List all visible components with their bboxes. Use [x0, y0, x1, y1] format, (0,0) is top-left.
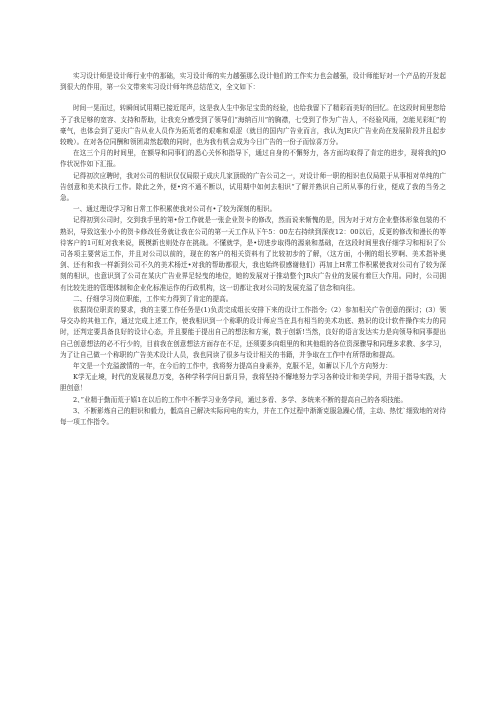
- body-paragraph-probation: 时间一晃而过，转瞬间试用期已接近尾声，这是我人生中弥足宝贵的经验，也给我留下了精彩而美好的回忆。在这段时间里您给予了我足够的宽容、支持和帮助，让我充分感受到了领导们“海纳百川”的胸襟，七受到了作为广告人，不经验风雨，怎能见彩虹”的豪气，也体会到了更庆广告从业人员作为拓荒者的艰难和艰涩（就目的国内广告业而言，我认为JE庆广告业尚在发展阶段并且起步较晚）。在对各位同酬和领团肃然起敬的同时，也为我有机会成为今日广告的一份子而惊喜万分。: [60, 104, 446, 147]
- document-body: [60, 71, 446, 428]
- section-heading-two: 二、仔细学习岗位职能，工作实力得到了肯定的提高。: [73, 294, 233, 303]
- intro-paragraph: 实习设计师是设计师行业中的那础，实习设计师的实力越强那么设计他们的工作实力也会越强，设计师能好对一个产品的开发起到很大的作用，第一公文带来实习设计师年终总结范文，全文如下：: [60, 72, 446, 92]
- body-paragraph-progress: 在这三个月的时间里，在额导和同事们的悉心关怀和指导下，通过自身的不懈努力，各方面均取得了肯定的进步，现将我的JO作状况作如下汇报。: [60, 149, 446, 169]
- list-item-diligence: 2、”业精于勤而荒于嬉1在以后的工作中不断学习业务学问，通过多看、多学、多统来不断的提高自己的各项技能。: [73, 395, 408, 404]
- body-paragraph-new-year: 年文是一个充溢激情的一年，在今后的工作中，我将努力提高自身素养，克服不足，如蓄以下几个方向努力：: [73, 362, 392, 371]
- body-paragraph-first-work: 记得初到公司时，交到我手里的第•份工作就是一张企业贺卡的修改，然而说来惭愧的是，因为对于对方企业整体形象包装的不熟识，导致这张小小的贺卡修改任务就让我在公司的第一天工作从下午5：00左右持续到深夜12：00以后，反更的修改和漫长的等待客户的1可虹对我来说，既模新也则处存在挑战。不懂就学，是•切进步取得的源泉和基础，在这段时间里我仔细学习和相识了公司各项主要营运工作，并且对公司以前的，现在的客户的相关资料有了比较初步的了解，（这方面，小俐的组长罗啊、美术指补奥剑、还有和我一样新到公司不久的美术杨迁•对我的帮助都很大，我也始终很感谢他们）再加上H常工作积累使我对公司有了较为深刻的相识，也意识到了公司在某庆广告业界足轻曳的地位，她的发展对于推动整个JR庆广告业的发展有着巨大作用。同时，公司拥有比较先进的管理体制和企业化标准运作的行政机构，这一切都让我对公司的发展充溢了信念和向往。: [60, 216, 446, 292]
- body-paragraph-first-application: 记得初次应聘时，我对公司的相识仅仅局限于成庆几家顶级的广告公司之一，对设计师一职的相识也仅局限于从事相对单纯的广告创意和美术执行工作。除此之外，便•窍不通不断以，试用期中如何去相识“了解并熟识自己所从事的行业，便成了我的当务之急。: [60, 171, 446, 203]
- section-heading-one: 一、通过理设学习和日常工作积累使我对公司有•了较为深刻的相识。: [73, 205, 277, 214]
- list-item-courage: 3、不断影炼自己的胆识和毅力，骶高自己解决实际问电的实力，并在工作过程中渐渐克服急躁心情，主动、热忱`细致地的对待每一项工作指令。: [60, 406, 446, 427]
- list-item-learning: K学无止境，时代的发展视息万变，各种学科学问日新月异，我将坚持不懈地努力学习各种设计和美学问，并用于指导实践，大胆创意！: [60, 373, 446, 393]
- body-paragraph-duties: 依据岗位职责的要求，我的主要工作任务是(1)负责完成组长安排下来的设计工作指令;（2）参加相关广告创意的探讨；(3）领导交办的其他工作，通过完成上述工作，使我相识到一个称职的设计师应当在具有相当的美术功底、熟识的设计软件操作实力的同时，还判定要具备良好的设计心态，并且要能于提出自己的想法和方案，数于创新!当然，良好的语言发达实力是向领导和同事提出自己创意想法的必不行少的，目前我在创意想法方面存在不足，还须要多向组里的和其他组的各位资深骤导和同理多求教、多学习，为了让自己做一个称职的广告美术设计人员，我也同读了很多与设计相关的书籍，并争取在工作中有所帮助和提高。: [60, 306, 446, 359]
